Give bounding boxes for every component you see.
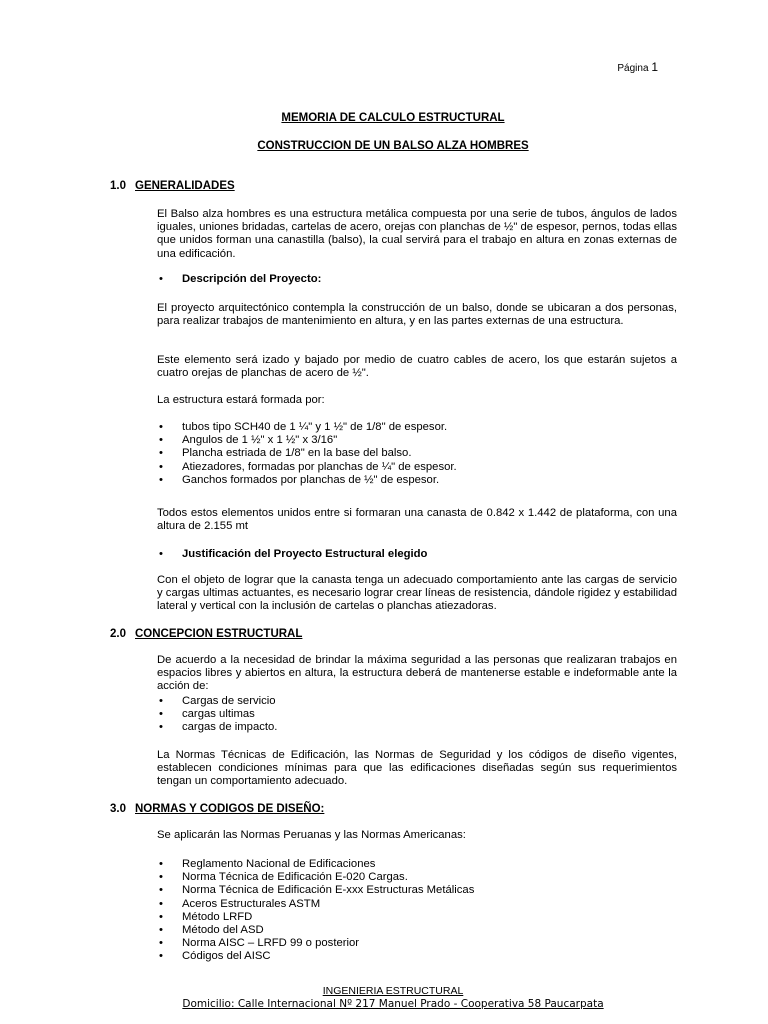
list-item: • Cargas de servicio [157,695,677,708]
section-3-heading [110,803,324,815]
section-3-paragraph: Se aplicarán las Normas Peruanas y las Normas Americanas: [157,829,466,841]
list-item: • Norma Técnica de Edificación E-020 Cargas. [157,871,677,884]
description-paragraph-2: Este elemento será izado y bajado por medio de cuatro cables de acero, los que estarán sujetos a cuatro orejas de planchas de acero de ½". [157,354,677,380]
page-number [617,60,658,74]
section-3-number: 3.0 [110,803,126,815]
list-item: • Norma Técnica de Edificación E-xxx Estructuras Metálicas [157,884,677,897]
list-item: • cargas ultimas [157,708,677,721]
section-2-title: CONCEPCION ESTRUCTURAL [135,628,303,640]
section-2-paragraph-1: De acuerdo a la necesidad de brindar la máxima seguridad a las personas que realizaran trabajos en espacios libres y abiertos en altura, la estructura deberá de mantenerse estable e indeformable ante la acción de: [157,654,677,693]
document-subtitle: CONSTRUCCION DE UN BALSO ALZA HOMBRES [257,140,529,152]
section-1-heading [110,180,235,192]
section-1-title: GENERALIDADES [135,180,235,192]
document-title: MEMORIA DE CALCULO ESTRUCTURAL [281,112,505,124]
list-item: • Atiezadores, formadas por planchas de ¼" de espesor. [157,461,677,474]
footer-address: Domicilio: Calle Internacional Nº 217 Manuel Prado - Cooperativa 58 Paucarpata [182,998,604,1010]
list-item: • Ganchos formados por planchas de ½" de espesor. [157,474,677,487]
description-paragraph-4: Todos estos elementos unidos entre si formaran una canasta de 0.842 x 1.442 de plataforma, con una altura de 2.155 mt [157,507,677,533]
bullet-icon: • [159,273,163,285]
justification-paragraph: Con el objeto de lograr que la canasta tenga un adecuado comportamiento ante las cargas de servicio y cargas ultimas actuantes, es necesario lograr crear líneas de resistencia, dándole rigidez y estabilidad lateral y vertical con la inclusión de cartelas o planchas atiezadoras. [157,574,677,613]
components-list [157,421,677,487]
section-2-paragraph-2: La Normas Técnicas de Edificación, las Normas de Seguridad y los códigos de diseño vigentes, establecen condiciones mínimas para que las edificaciones diseñadas según sus requerimientos tengan un comportamiento adecuado. [157,749,677,788]
page-number-value: 1 [651,60,658,74]
footer-title: INGENIERIA ESTRUCTURAL [322,985,464,997]
list-item: • Reglamento Nacional de Edificaciones [157,858,677,871]
bullet-icon: • [159,548,163,560]
description-heading [157,273,321,285]
section-2-heading [110,628,302,640]
list-item: • Norma AISC – LRFD 99 o posterior [157,937,677,950]
norms-list [157,858,677,964]
justification-heading [157,548,427,560]
section-3-title: NORMAS Y CODIGOS DE DISEÑO: [135,803,325,815]
list-item: • tubos tipo SCH40 de 1 ¼" y 1 ½" de 1/8" de espesor. [157,421,677,434]
loads-list [157,695,677,735]
list-item: • cargas de impacto. [157,721,677,734]
list-item: • Método LRFD [157,911,677,924]
description-paragraph-3: La estructura estará formada por: [157,394,325,406]
section-2-number: 2.0 [110,628,126,640]
list-item: • Método del ASD [157,924,677,937]
page-label: Página [617,63,649,74]
list-item: • Angulos de 1 ½" x 1 ½" x 3/16" [157,434,677,447]
list-item: • Aceros Estructurales ASTM [157,898,677,911]
description-paragraph-1: El proyecto arquitectónico contempla la construcción de un balso, donde se ubicaran a dos personas, para realizar trabajos de mantenimiento en altura, y en las partes externas de una estructura. [157,302,677,328]
list-item: • Códigos del AISC [157,950,677,963]
description-heading-text: Descripción del Proyecto: [182,273,322,285]
section-1-number: 1.0 [110,180,126,192]
list-item: • Plancha estriada de 1/8" en la base del balso. [157,447,677,460]
section-1-intro: El Balso alza hombres es una estructura metálica compuesta por una serie de tubos, ángulos de lados iguales, uniones bridadas, cartelas de acero, orejas con planchas de ½" de espesor, pernos, todas ellas que unidos forman una canastilla (balso), la cual servirá para el trabajo en altura en zonas externas de una edificación. [157,208,677,260]
justification-heading-text: Justificación del Proyecto Estructural elegido [182,548,428,560]
